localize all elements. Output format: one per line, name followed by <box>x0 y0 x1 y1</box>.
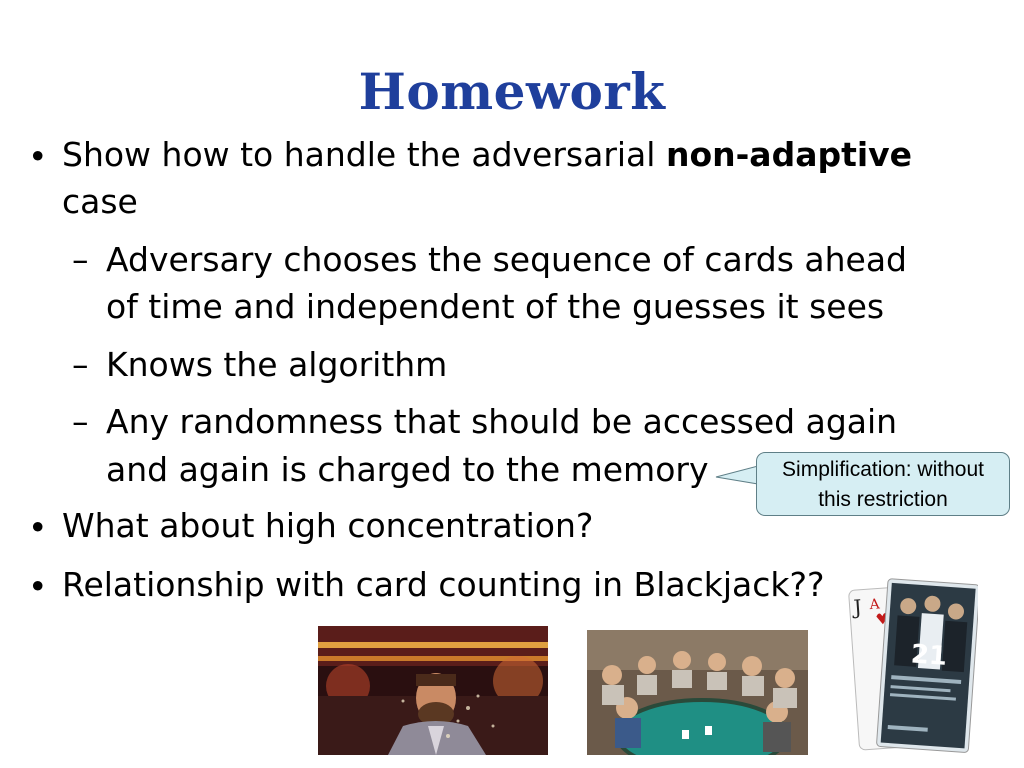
bullet-4: Relationship with card counting in Blackjack?? <box>62 565 825 604</box>
bullet-1-line-2: case <box>62 182 138 221</box>
callout-pointer <box>714 458 760 488</box>
card-letter-2: A <box>869 596 881 614</box>
sub-3-line-1: Any randomness that should be accessed again <box>106 402 898 441</box>
poster-title: 21 <box>909 639 949 672</box>
bullet-dot: • <box>28 508 48 547</box>
sub-dash: – <box>72 402 89 441</box>
sub-2-line-1: Knows the algorithm <box>106 345 448 384</box>
sub-dash: – <box>72 345 89 384</box>
bullet-1-text: Show how to handle the adversarial <box>62 135 666 174</box>
sub-1-line-2: of time and independent of the guesses it sees <box>106 287 885 326</box>
card-letter: J <box>852 594 863 620</box>
bullet-1-bold: non-adaptive <box>665 135 913 174</box>
callout-line-1: Simplification: without <box>782 458 984 481</box>
bullet-1-line-1 <box>62 135 912 175</box>
sub-3-line-2: and again is charged to the memory <box>106 450 709 489</box>
simplification-callout <box>756 452 1010 516</box>
sub-1-line-1: Adversary chooses the sequence of cards ahead <box>106 240 908 279</box>
movie-21-poster <box>848 578 978 756</box>
slide-title: Homework <box>358 62 666 121</box>
bullet-3: What about high concentration? <box>62 506 594 545</box>
bullet-dot: • <box>28 137 48 176</box>
blackjack-table-photo <box>587 630 808 755</box>
casino-man-photo <box>318 626 548 755</box>
callout-line-2: this restriction <box>818 488 948 511</box>
sub-dash: – <box>72 240 89 279</box>
bullet-dot: • <box>28 567 48 606</box>
